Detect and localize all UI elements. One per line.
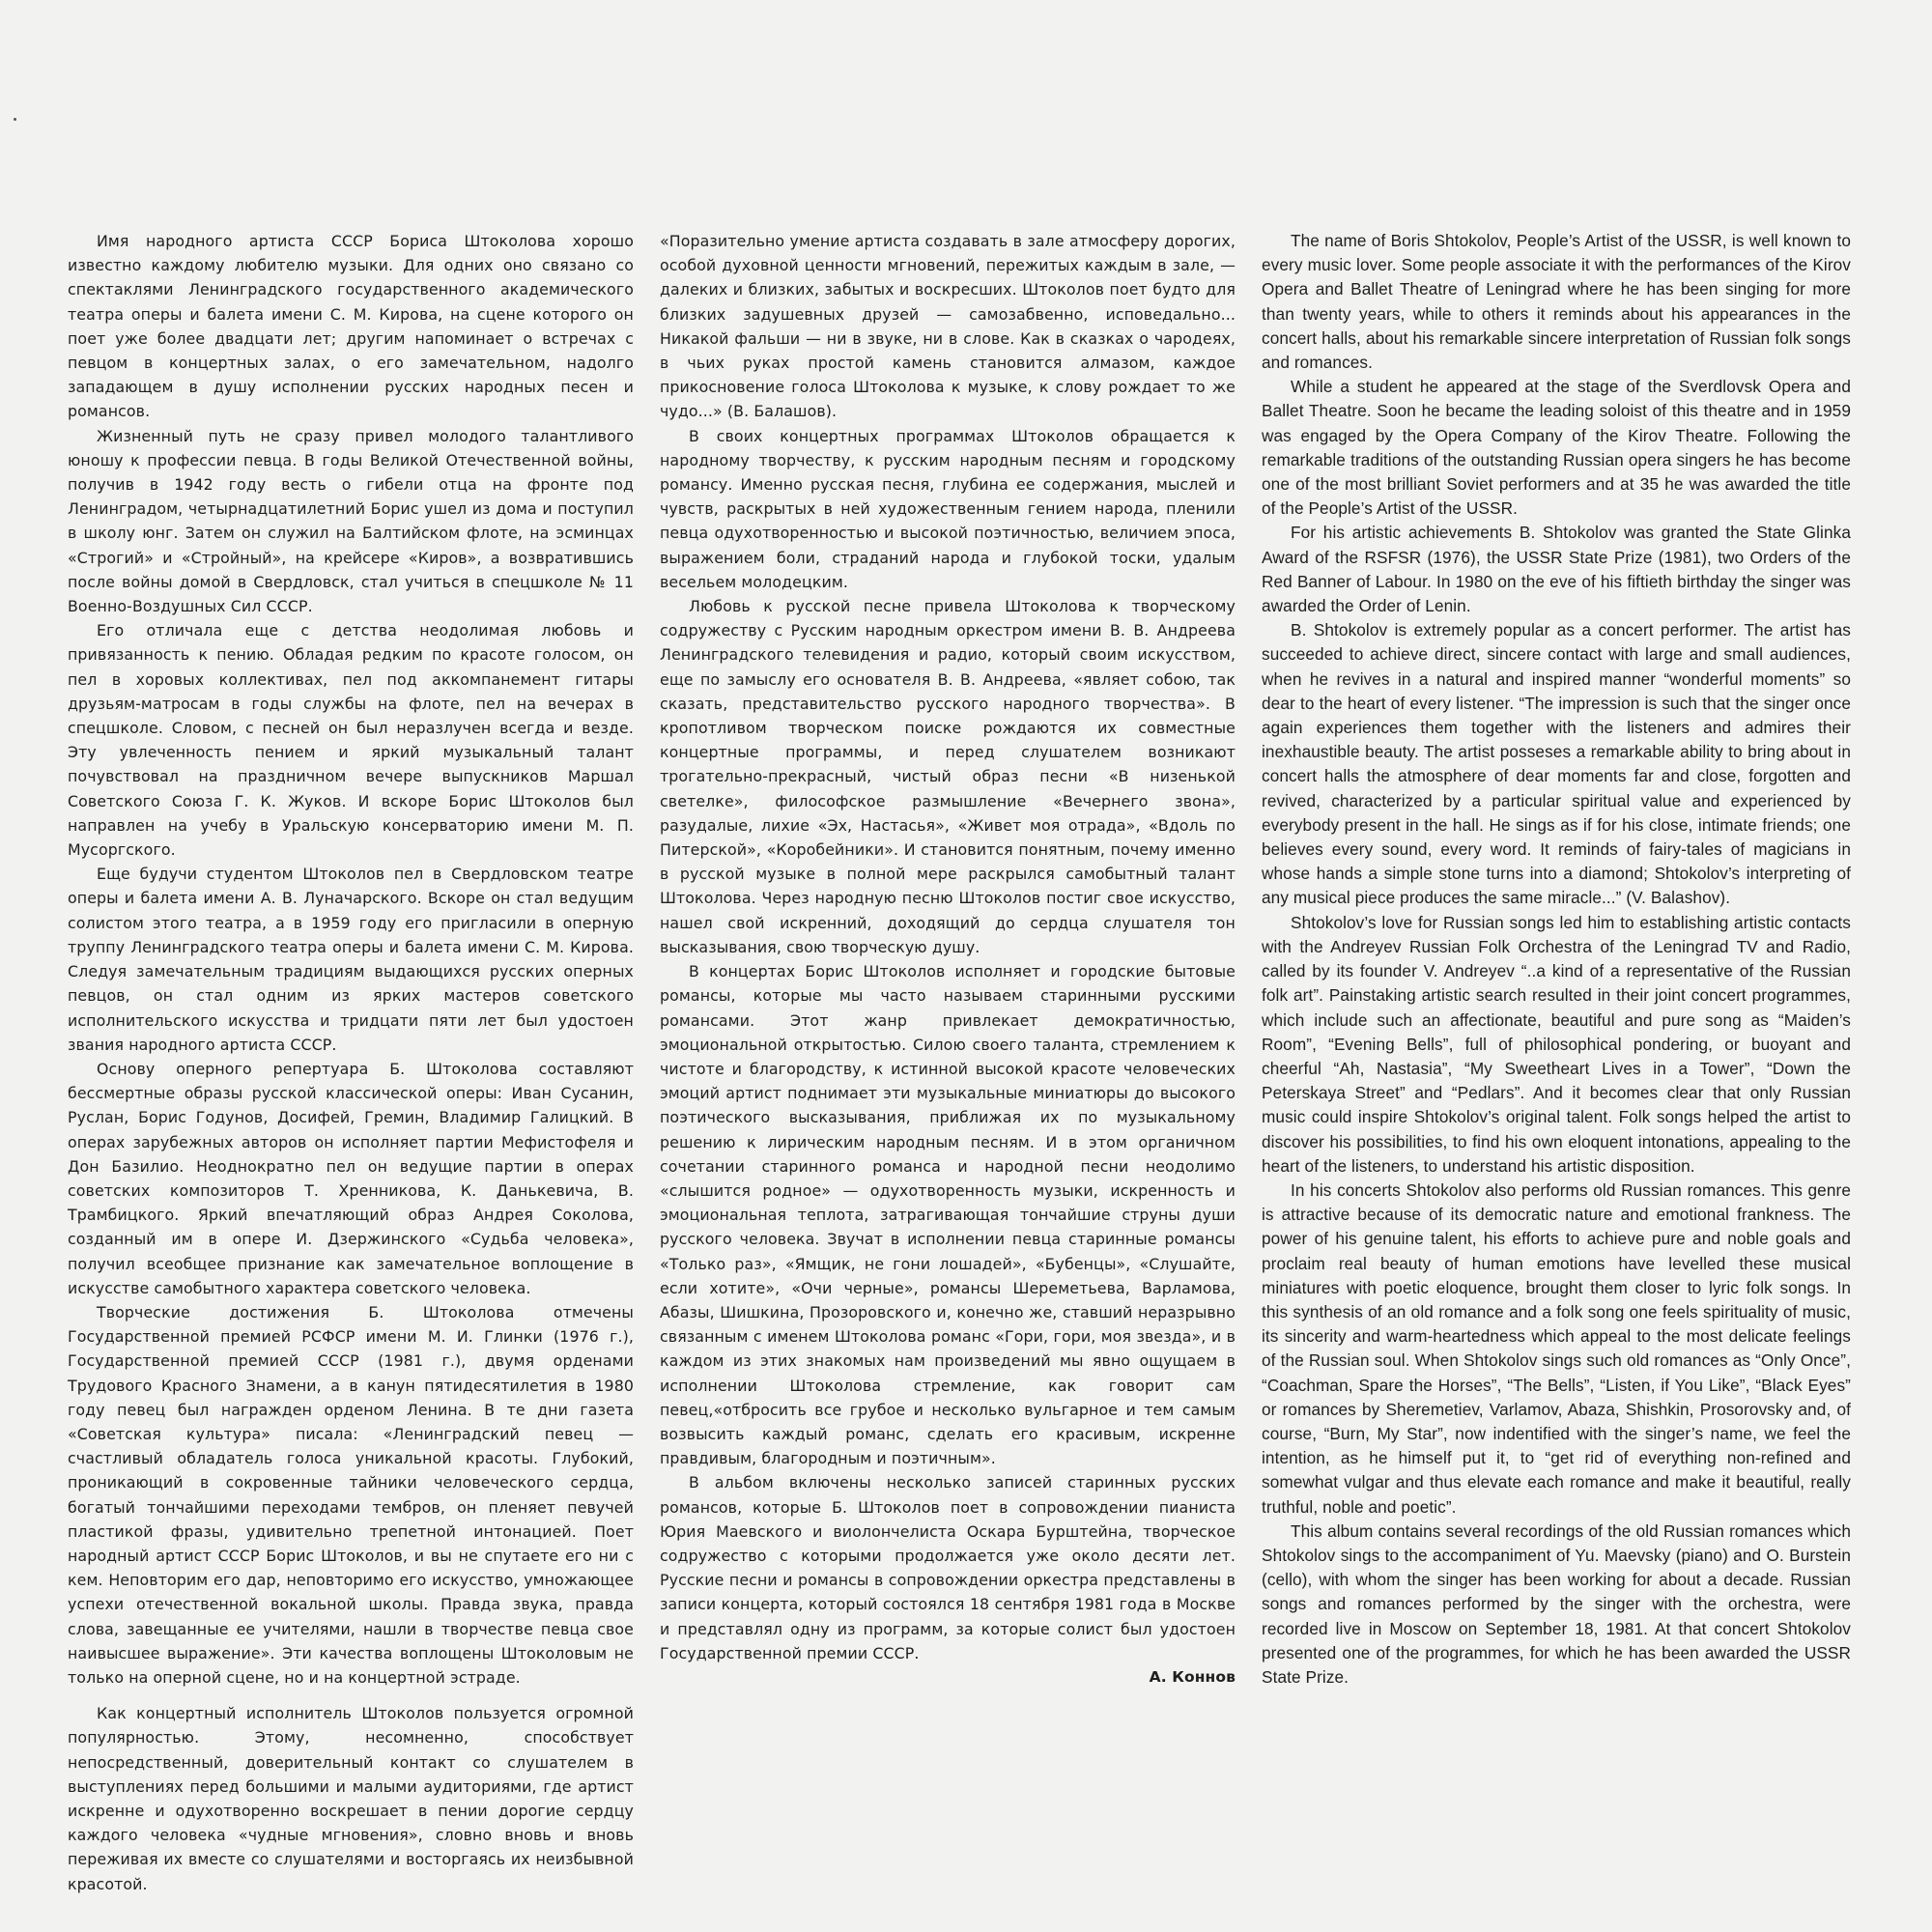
en-paragraph: The name of Boris Shtokolov, People’s Artist of the USSR, is well known to every music lover. Some people associate it with the performances of the Kirov Opera and Ballet Theatre of Leningrad where he has been singing for more than twenty years, while to others it reminds about his appearances in the concert halls, about his remarkable sincere interpretation of Russian folk songs and romances. — [1262, 231, 1851, 373]
ru-paragraph: В альбом включены несколько записей старинных русских романсов, которые Б. Штоколов поет в сопровождении пианиста Юрия Маевского и виолончелиста Оскара Бурштейна, творческое содружество с которыми продолжается уже около десяти лет. Русские песни и романсы в сопровождении оркестра представлены в записи концерта, который состоялся 18 сентября 1981 года в Москве и представлял одну из программ, за которые солист был удостоен Государственной премии СССР. — [660, 1473, 1236, 1662]
ru-paragraph: В концертах Борис Штоколов исполняет и городские бытовые романсы, которые мы часто называем старинными русскими романсами. Этот жанр привлекает демократичностью, эмоциональной открытостью. Силою своего таланта, стремлением к чистоте и благородству, к истинной высокой красоте человеческих эмоций артист поднимает эти музыкальные миниатюры до высокого поэтического высказывания, приближая их по музыкальному решению к лирическим народным песням. И в этом органичном сочетании старинного романса и народной песни неодолимо «слышится родное» — одухотворенность музыки, искренность и эмоциональная теплота, затрагивающая тончайшие струны души русского человека. Звучат в исполнении певца старинные романсы «Только раз», «Ямщик, не гони лошадей», «Бубенцы», «Слушайте, если хотите», «Очи черные», романсы Шереметьева, Варламова, Абазы, Шишкина, Прозоровского и, конечно же, ставший неразрывно связанным с именем Штоколова романс «Гори, гори, моя звезда», и в каждом из этих знакомых нам произведений мы явно ощущаем в исполнении Штоколова стремление, как говорит сам певец,«отбросить все грубое и несколько вульгарное и тем самым возвысить каждый романс, сделать его красивым, искренне правдивым, благородным и поэтичным». — [660, 962, 1236, 1468]
ru-paragraph: Жизненный путь не сразу привел молодого талантливого юношу к профессии певца. В годы Великой Отечественной войны, получив в 1942 году весть о гибели отца на фронте под Ленинградом, четырнадцатилетний Борис ушел из дома и поступил в школу юнг. Затем он служил на Балтийском флоте, на эсминцах «Строгий» и «Стройный», на крейсере «Киров», а возвратившись после войны домой в Свердловск, стал учиться в спецшколе № 11 Военно-Воздушных Сил СССР. — [68, 426, 634, 616]
ru-paragraph: Творческие достижения Б. Штоколова отмечены Государственной премией РСФСР имени М. И. Глинки (1976 г.), Государственной премией СССР (1981 г.), двумя орденами Трудового Красного Знамени, а в канун пятидесятилетия в 1980 году певец был награжден орденом Ленина. В те дни газета «Советская культура» писала: «Ленинградский певец — счастливый обладатель голоса уникальной красоты. Глубокий, проникающий в сокровенные тайники человеческого сердца, богатый тончайшими переходами тембров, он пленяет певучей пластикой фразы, удивительно трепетной интонацией. Поет народный артист СССР Борис Штоколов, и вы не спутаете его ни с кем. Неповторим его дар, неповторимо его искусство, умножающее успехи отечественной вокальной школы. Правда звука, правда слова, завещанные ее учителями, нашли в творчестве певца свое наивысшее выражение». Эти качества воплощены Штоколовым не только на оперной сцене, но и на концертной эстраде. — [68, 1302, 634, 1687]
en-paragraph: Shtokolov’s love for Russian songs led him to establishing artistic contacts with the Andreyev Russian Folk Orchestra of the Leningrad TV and Radio, called by its founder V. Andreyev “..a kind of a representative of the Russian folk art”. Painstaking artistic search resulted in their joint concert programmes, which include such an affectionate, beautiful and pure song as “Maiden’s Room”, “Evening Bells”, full of philosophical pondering, or buoyant and cheerful “Ah, Nastasia”, “My Sweetheart Lives in a Tower”, “Down the Peterskaya Street” and “Pedlars”. And it becomes clear that only Russian music could inspire Shtokolov’s original talent. Folk songs helped the artist to discover his possibilities, to find his own eloquent intonations, appealing to the heart of the listeners, to understand his artistic disposition. — [1262, 912, 1851, 1176]
en-paragraph: For his artistic achievements B. Shtokolov was granted the State Glinka Award of the RSFSR (1976), the USSR State Prize (1981), two Orders of the Red Banner of Labour. In 1980 on the eve of his fiftieth birthday the singer was awarded the Order of Lenin. — [1262, 523, 1851, 616]
ru-paragraph: Основу оперного репертуара Б. Штоколова составляют бессмертные образы русской классической оперы: Иван Сусанин, Руслан, Борис Годунов, Досифей, Гремин, Владимир Галицкий. В операх зарубежных авторов он исполняет партии Мефистофеля и Дон Базилио. Неоднократно пел он ведущие партии в операх советских композиторов Т. Хренникова, К. Данькевича, В. Трамбицкого. Яркий впечатляющий образ Андрея Соколова, созданный им в опере И. Дзержинского «Судьба человека», получил всеобщее признание как замечательное воплощение в искусстве самобытного характера советского человека. — [68, 1059, 634, 1297]
ru-paragraph: «Поразительно умение артиста создавать в зале атмосферу дорогих, особой духовной ценности мгновений, пережитых каждым в зале, — далеких и близких, забытых и воскресших. Штоколов поет будто для близких задушевных друзей — самозабвенно, исповедально... Никакой фальши — ни в звуке, ни в слове. Как в сказках о чародеях, в чьих руках простой камень становится алмазом, каждое прикосновение голоса Штоколова к музыке, к слову рождает то же чудо...» (В. Балашов). — [660, 232, 1236, 421]
ru-paragraph: Как концертный исполнитель Штоколов пользуется огромной популярностью. Этому, несомненно, способствует непосредственный, доверительный контакт со слушателем в выступлениях перед большими и малыми аудиториями, где артист искренне и одухотворенно воскрешает в пении дорогие сердцу каждого человека «чудные мгновения», словно вновь и вновь переживая их вместе со слушателями и восторгаясь их неизбывной красотой. — [68, 1704, 634, 1893]
en-paragraph: In his concerts Shtokolov also performs old Russian romances. This genre is attractive because of its democratic nature and emotional frankness. The power of his genuine talent, his efforts to achieve pure and noble goals and proclaim real beauty of human emotions have levelled these musical miniatures with poetic eloquence, brought them closer to lyric folk songs. In this synthesis of an old romance and a folk song one feels spirituality of music, its sincerity and warm-heartedness which appeal to the most delicate feelings of the Russian soul. When Shtokolov sings such old romances as “Only Once”, “Coachman, Spare the Horses”, “The Bells”, “Listen, if You Like”, “Black Eyes” or romances by Sheremetiev, Varlamov, Abaza, Shishkin, Prosorovsky and, of course, “Burn, My Star”, now indentified with the singer’s name, we feel the intention, as he himself put it, to “get rid of everything non-refined and somewhat vulgar and thus elevate each romance and make it beautiful, really truthful, noble and poetic”. — [1262, 1179, 1851, 1517]
russian-column-middle — [660, 229, 1236, 1690]
ru-paragraph: Еще будучи студентом Штоколов пел в Свердловском театре оперы и балета имени А. В. Луначарского. Вскоре он стал ведущим солистом этого театра, а в 1959 году его пригласили в оперную труппу Ленинградского театра оперы и балета имени С. М. Кирова. Следуя замечательным традициям выдающихся русских оперных певцов, он стал одним из ярких мастеров советского исполнительского искусства и тридцати пяти лет был удостоен звания народного артиста СССР. — [68, 865, 634, 1054]
print-speck — [14, 118, 16, 121]
russian-column-left — [68, 229, 634, 1896]
ru-paragraph: Любовь к русской песне привела Штоколова к творческому содружеству с Русским народным оркестром имени В. В. Андреева Ленинградского телевидения и радио, который своим искусством, еще по замыслу его основателя В. В. Андреева, «являет собою, так сказать, представительство русского народного творчества». В кропотливом творческом поиске рождаются их совместные концертные программы, и перед слушателем возникают трогательно-прекрасный, чистый образ песни «В низенькой светелке», философское размышление «Вечернего звона», разудалые, лихие «Эх, Настасья», «Живет моя отрада», «Вдоль по Питерской», «Коробейники». И становится понятным, почему именно в русской музыке в полной мере раскрылся самобытный талант Штоколова. Через народную песню Штоколов постиг свое искусство, нашел свой искренний, доходящий до сердца слушателя тон высказывания, свою творческую душу. — [660, 597, 1236, 956]
ru-paragraph: Имя народного артиста СССР Бориса Штоколова хорошо известно каждому любителю музыки. Для одних оно связано со спектаклями Ленинградского государственного академического театра оперы и балета имени С. М. Кирова, на сцене которого он поет уже более двадцати лет; другим напоминает о встречах с певцом в концертных залах, о его замечательном, надолго западающем в душу исполнении русских народных песен и романсов. — [68, 232, 634, 421]
ru-paragraph: В своих концертных программах Штоколов обращается к народному творчеству, к русским народным песням и городскому романсу. Именно русская песня, глубина ее содержания, мыслей и чувств, раскрытых в ней художественным гением народа, пленили певца одухотворенностью и высокой поэтичностью, величием эпоса, выражением боли, страданий народа и глубокой тоски, удалым весельем молодецким. — [660, 426, 1236, 591]
en-paragraph: This album contains several recordings of the old Russian romances which Shtokolov sings to the accompaniment of Yu. Maevsky (piano) and O. Burstein (cello), with whom the singer has been working for about a decade. Russian songs and romances performed by the singer with the orchestra, were recorded live in Moscow on September 18, 1981. At that concert Shtokolov presented one of the programmes, for which he has been awarded the USSR State Prize. — [1262, 1520, 1851, 1687]
english-column — [1262, 229, 1851, 1690]
author-signature: А. Коннов — [1149, 1667, 1236, 1686]
en-paragraph: B. Shtokolov is extremely popular as a concert performer. The artist has succeeded to achieve direct, sincere contact with large and small audiences, when he revives in a natural and inspired manner “wonderful moments” so dear to the heart of every listener. “The impression is such that the singer once again experiences them together with the listeners and admires their inexhaustible beauty. The artist posseses a remarkable ability to bring about in concert halls the atmosphere of dear moments far and close, forgotten and revived, characterized by a particular spiritual value and experienced by everybody present in the hall. He sings as if for his close, intimate friends; one believes every sound, every word. It reminds of fairy-tales of magicians in whose hands a simple stone turns into a diamond; Shtokolov’s interpreting of any musical piece produces the same miracle...” (V. Balashov). — [1262, 620, 1851, 908]
en-paragraph: While a student he appeared at the stage of the Sverdlovsk Opera and Ballet Theatre. Soon he became the leading soloist of this theatre and in 1959 was engaged by the Opera Company of the Kirov Theatre. Following the remarkable traditions of the outstanding Russian opera singers he has become one of the most brilliant Soviet performers and at 35 he was awarded the title of the People’s Artist of the USSR. — [1262, 377, 1851, 519]
ru-paragraph: Его отличала еще с детства неодолимая любовь и привязанность к пению. Обладая редким по красоте голосом, он пел в хоровых коллективах, пел под аккомпанемент гитары друзьям-матросам в годы службы на флоте, пел на вечерах в спецшколе. Словом, с песней он был неразлучен всегда и везде. Эту увлеченность пением и яркий музыкальный талант почувствовал на праздничном вечере выпускников Маршал Советского Союза Г. К. Жуков. И вскоре Борис Штоколов был направлен на учебу в Уральскую консерваторию имени М. П. Мусоргского. — [68, 621, 634, 860]
